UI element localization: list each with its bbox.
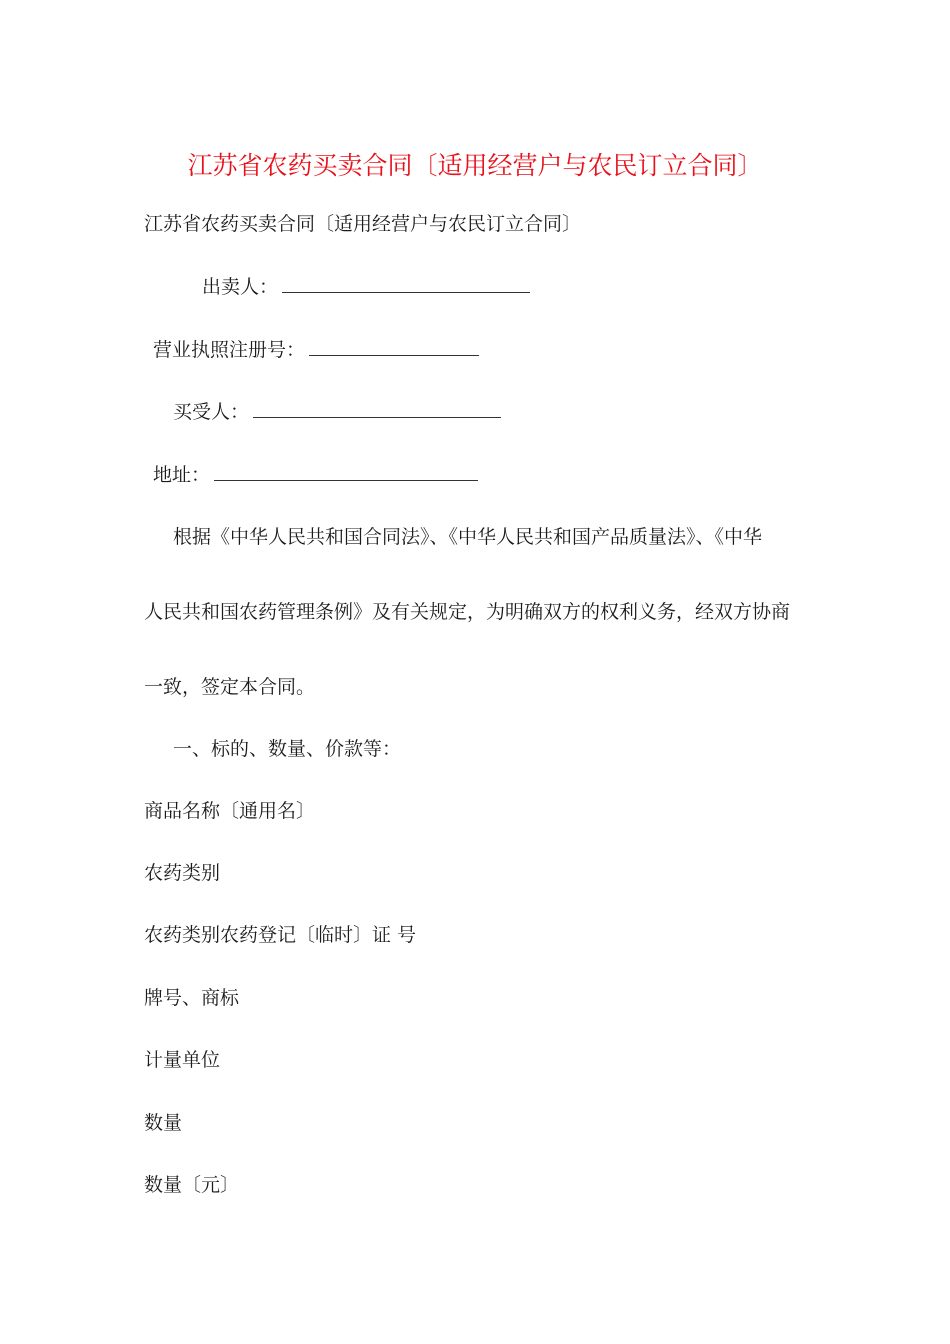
section-1-heading: 一、标的、数量、价款等： — [173, 738, 402, 760]
license-field — [153, 336, 479, 364]
document-subtitle: 江苏省农药买卖合同〔适用经营户与农民订立合同〕 — [144, 213, 582, 235]
seller-blank — [282, 274, 530, 293]
license-label: 营业执照注册号： — [153, 339, 306, 361]
item-line: 数量 — [144, 1112, 183, 1134]
buyer-field — [173, 398, 501, 426]
address-label: 地址： — [153, 464, 211, 486]
item-line: 牌号、商标 — [144, 987, 240, 1009]
address-blank — [214, 462, 478, 481]
buyer-label: 买受人： — [173, 401, 250, 423]
seller-label: 出卖人： — [202, 276, 279, 298]
item-line: 计量单位 — [144, 1049, 221, 1071]
buyer-blank — [253, 399, 501, 418]
item-line: 农药类别 — [144, 862, 221, 884]
preamble-line-1: 根据《中华人民共和国合同法》、《中华人民共和国产品质量法》、《中华 — [173, 526, 763, 548]
seller-field — [202, 273, 530, 301]
item-line: 商品名称〔通用名〕 — [144, 800, 316, 822]
preamble-line-3: 一致，签定本合同。 — [144, 676, 316, 698]
preamble-line-2: 人民共和国农药管理条例》及有关规定，为明确双方的权利义务，经双方协商 — [144, 601, 791, 623]
address-field — [153, 461, 478, 489]
item-line: 农药类别农药登记〔临时〕证 号 — [144, 924, 417, 946]
license-blank — [309, 337, 479, 356]
document-title: 江苏省农药买卖合同〔适用经营户与农民订立合同〕 — [187, 151, 763, 180]
item-line: 数量〔元〕 — [144, 1174, 240, 1196]
